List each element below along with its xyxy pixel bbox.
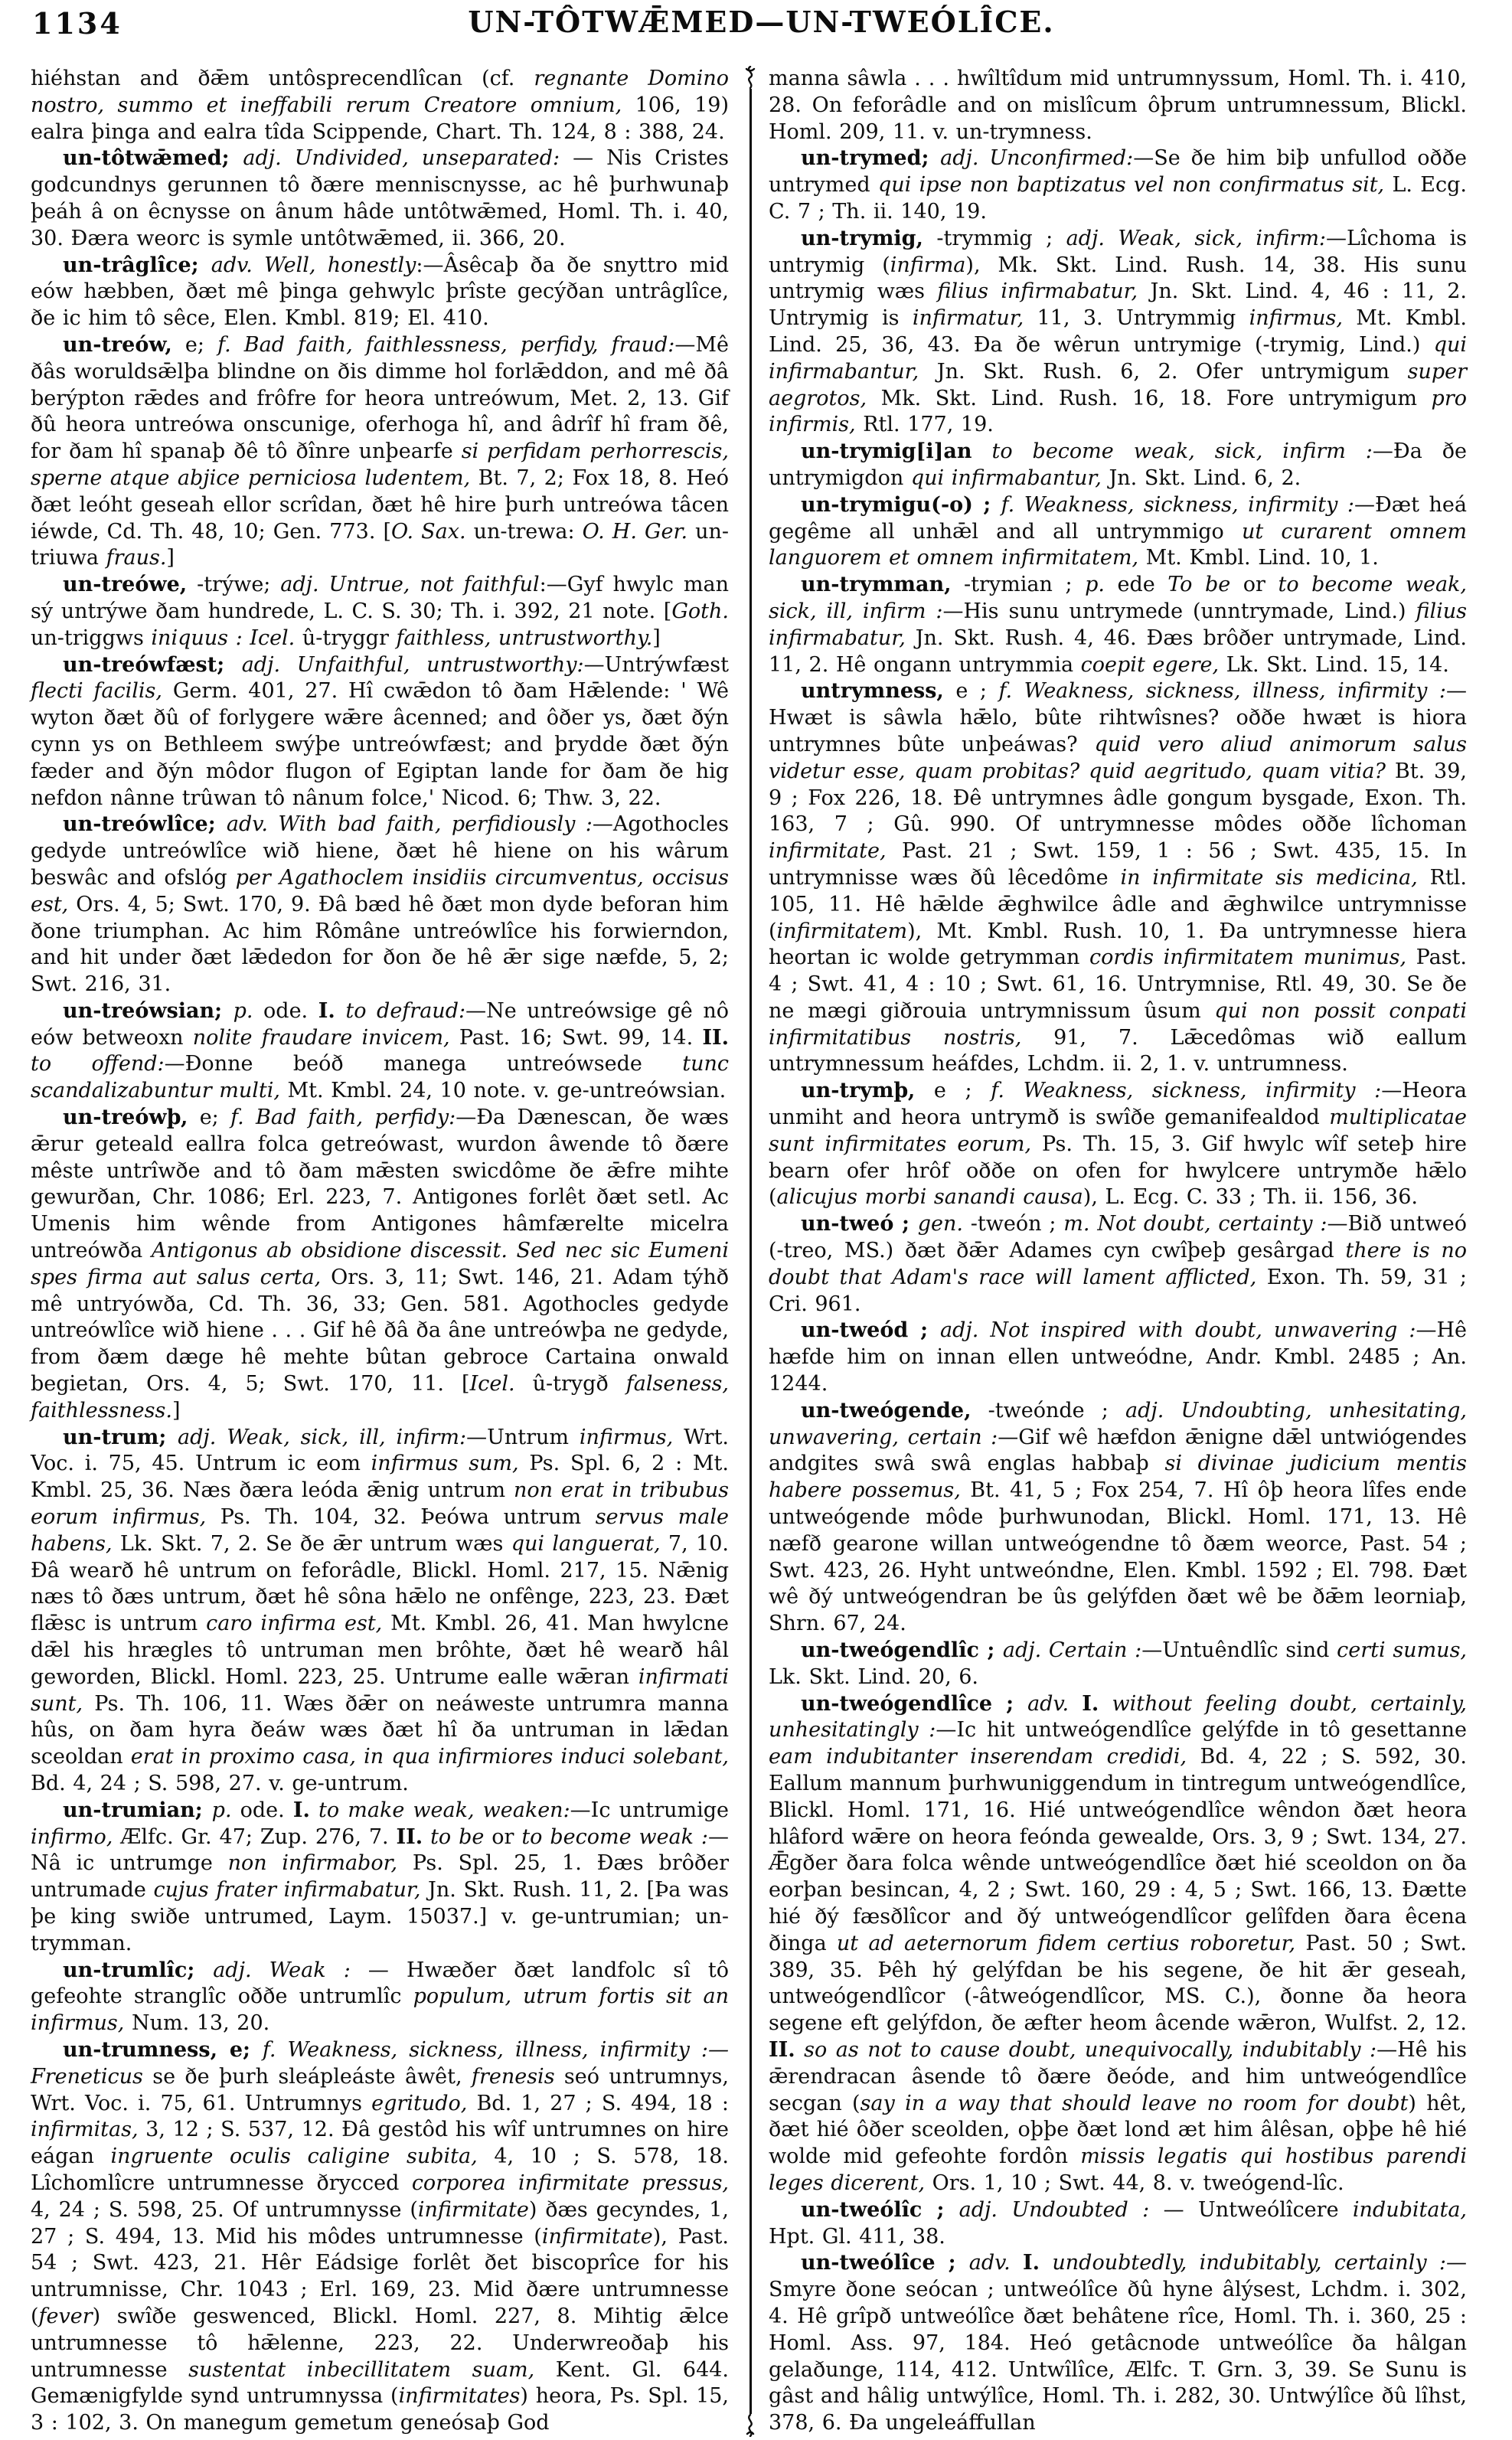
italic-text: adj. Weak, sick, ill, infirm: bbox=[178, 1425, 467, 1449]
plain-text: ] bbox=[166, 546, 175, 570]
italic-text: iniquus : bbox=[151, 626, 243, 650]
italic-text: populum, utrum fortis sit an infirmus, bbox=[31, 1984, 729, 2036]
italic-text: erat in proximo casa, in qua infirmiores induci solebant, bbox=[130, 1745, 729, 1769]
plain-text: Bd. 4, 22 ; S. 592, 30. Eallum mannum þurhwuniggendum in tintregum untweógendlîce, Blickl. Homl. 171, 16. Hié untweógendlîce wêndon ðæt heora hlâford wǣre on heora feónda gewealde, Ors. 3, 9 ; Swt. 134, 27. Ǣgðer ðara folca wênde untweógendlîce ðæt hié sceoldon on ða eorþan besincan, 4, 2 ; Swt. 160, 29 : 4, 5 ; Swt. 166, 13. Ðætte hié ðý fæsðlîcor and ðý untweógendlîcor gelîfden ðara êcena ðinga bbox=[769, 1745, 1467, 1955]
italic-text: p. bbox=[211, 1798, 232, 1822]
dictionary-entry bbox=[769, 1318, 1467, 1397]
plain-text: Ps. Th. 106, 11. Wæs ðǣr on neáweste untrumra manna hûs, on ðam hyra ðeáw wæs ðæt hî ða untruman in lǣdan sceoldan bbox=[31, 1691, 729, 1769]
page-number: 1134 bbox=[32, 6, 122, 41]
plain-text: Jn. Skt. Lind. 6, 2. bbox=[1101, 465, 1301, 490]
dictionary-entry bbox=[31, 1105, 729, 1425]
italic-text: so as not to cause doubt, unequivocally, indubitably : bbox=[804, 2037, 1377, 2062]
headword: un-tweó ; bbox=[801, 1212, 918, 1236]
italic-text: non infirmabor, bbox=[227, 1851, 398, 1876]
italic-text: Icel. bbox=[250, 626, 296, 650]
column-right bbox=[769, 66, 1467, 2437]
italic-text: cordis infirmitatem munimus, bbox=[1089, 946, 1407, 970]
headword: un-trumian; bbox=[63, 1798, 212, 1822]
plain-text: or bbox=[484, 1824, 522, 1849]
plain-text: Ors. 3, 11; Swt. 146, 21. Adam týhð mê untryówða, Cd. Th. 36, 33; Gen. 581. Agothocles gedyde untreówlîce wið hiene . . . Gif hê ðâ ða âne untreówþa ne gedyde, from ðæm dæge hê mehte bûtan gebroce Cartaina onwald begietan, Ors. 4, 5; Swt. 170, 11. [ bbox=[31, 1265, 729, 1396]
italic-text: m. Not doubt, certainty : bbox=[1063, 1212, 1327, 1236]
headword: un-trymman, bbox=[801, 573, 952, 597]
plain-text: Ps. Spl. 6, 2 : Mt. Kmbl. 25, 36. Næs ðæra leóda ǣnig untrum bbox=[31, 1452, 729, 1503]
dictionary-entry bbox=[31, 332, 729, 572]
italic-text: indubitata, bbox=[1352, 2197, 1467, 2222]
column-left bbox=[31, 66, 729, 2437]
plain-text: -tweónde ; bbox=[971, 1398, 1125, 1423]
plain-text: ode. bbox=[231, 1798, 293, 1822]
italic-text: f. Bad faith, faithlessness, perfidy, fraud: bbox=[217, 332, 675, 357]
headword: un-tweólîce ; bbox=[801, 2251, 969, 2275]
plain-text: 106, 19) ealra þinga and ealra tîda Scippende, Chart. Th. 124, 8 : 388, 24. bbox=[31, 93, 729, 144]
headword: un-tweólîc ; bbox=[801, 2197, 959, 2222]
italic-text: ut curarent omnem languorem et omnem infirmitatem, bbox=[769, 519, 1467, 570]
italic-text: infirmatur, bbox=[912, 306, 1024, 331]
dictionary-entry bbox=[769, 1638, 1467, 1691]
italic-text: qui non possit conpati infirmitatibus nostris, bbox=[769, 998, 1467, 1050]
text-columns bbox=[31, 66, 1492, 2437]
italic-text: to become weak, sick, ill, infirm : bbox=[769, 573, 1467, 623]
italic-text: infirmitatem bbox=[776, 919, 908, 943]
plain-text: Rtl. 105, 11. Hê hǣlde ǣghwilce âdle and ǣghwilce untrymnisse ( bbox=[769, 865, 1467, 943]
headword: untrymness, bbox=[801, 679, 944, 704]
italic-text: adj. Untrue, not faithful bbox=[280, 573, 540, 597]
plain-text: Num. 13, 20. bbox=[124, 2011, 270, 2036]
plain-text bbox=[243, 626, 250, 650]
italic-text: O. H. Ger. bbox=[582, 519, 688, 544]
italic-text: p. bbox=[233, 998, 253, 1023]
headword: un-trymed; bbox=[801, 146, 941, 171]
dictionary-entry bbox=[31, 253, 729, 332]
sense-numeral: I. bbox=[292, 1798, 310, 1822]
plain-text: — Hwæðer ðæt landfolc sî tô gefeohte stranglîc oððe untrumlîc bbox=[31, 1958, 729, 2009]
plain-text: —Gif wê hæfdon ǣnigne dǣl untwiógendes andgites swâ swâ englas habbaþ bbox=[769, 1425, 1468, 1476]
italic-text: infirmitates bbox=[398, 2384, 521, 2409]
italic-text: coepit egere, bbox=[1080, 652, 1220, 677]
plain-text: Ps. Th. 104, 32. Þeówa untrum bbox=[206, 1505, 596, 1530]
plain-text: —Agothocles gedyde untreówlîce wið hiene, ðæt hê hiene on his wârum beswâc and ofslóg bbox=[31, 812, 730, 890]
plain-text: —Mê ðâs woruldsǣlþa blindne on ðis dimme hol forlǣddon, and mê ðâ berýpton rǣdes and frôfre for heora untreówum, Met. 2, 13. Gif ðû heora untreówa onscunige, oferhoga hî, and âdrîf hî fram ðê, for ðam hî spanaþ ðê tô ðînre unþearfe bbox=[31, 332, 729, 464]
plain-text bbox=[795, 2038, 805, 2062]
plain-text: ) swîðe geswenced, Blickl. Homl. 227, 8. Mihtig ǣlce untrumnesse tô hǣlenne, 223, 22. Underwreoðaþ his untrumnesse bbox=[31, 2304, 729, 2382]
plain-text: ode. bbox=[253, 998, 318, 1023]
plain-text: ] bbox=[652, 626, 661, 650]
italic-text: adv. Well, honestly bbox=[211, 253, 416, 277]
italic-text: qui languerat, bbox=[511, 1531, 661, 1556]
plain-text: Kent. Gl. 644. Gemænigfylde synd untrumnyssa ( bbox=[31, 2357, 730, 2409]
plain-text bbox=[1040, 2251, 1052, 2275]
italic-text: super aegrotos, bbox=[769, 359, 1467, 410]
italic-text: qui ipse non baptizatus vel non confirmatus sit, bbox=[877, 173, 1385, 198]
headword: un-trymig[i]an bbox=[801, 439, 972, 464]
italic-text: eam indubitanter inserendam credidi, bbox=[769, 1745, 1187, 1769]
plain-text: Ors. 1, 10 ; Swt. 44, 8. v. tweógend-lîc. bbox=[925, 2171, 1344, 2195]
dictionary-entry bbox=[31, 1958, 729, 2037]
italic-text: cujus frater infirmabatur, bbox=[153, 1878, 421, 1903]
italic-text: corporea infirmitate pressus, bbox=[411, 2171, 730, 2195]
plain-text: ), Mt. Kmbl. Rush. 10, 1. Ða untrymnesse hiera heortan ic wolde getrymman bbox=[769, 919, 1467, 970]
italic-text: quid vero aliud animorum salus videtur esse, quam probitas? quid aegritudo, quam vitia? bbox=[769, 732, 1467, 783]
italic-text: missis legatis qui hostibus parendi leges dicerent, bbox=[769, 2144, 1467, 2195]
italic-text: Icel. bbox=[469, 1372, 515, 1396]
italic-text: to offend: bbox=[31, 1052, 165, 1076]
dictionary-entry bbox=[769, 2197, 1467, 2251]
dictionary-entry bbox=[769, 226, 1467, 439]
plain-text: —Hê his ǣrendracan âsende tô ðære ðeóde, and him untweógendlîce secgan ( bbox=[769, 2037, 1467, 2115]
plain-text: —Ða ðe untrymigdon bbox=[769, 439, 1467, 490]
headword: un-treówfæst; bbox=[63, 652, 242, 677]
italic-text: to make weak, weaken: bbox=[318, 1798, 570, 1822]
headword: un-treówe, bbox=[63, 573, 188, 597]
printers-mark-bottom-icon bbox=[741, 2414, 759, 2437]
plain-text bbox=[1069, 1692, 1082, 1716]
plain-text: Mt. Kmbl. Lind. 10, 1. bbox=[1138, 546, 1379, 570]
plain-text: ] bbox=[171, 1398, 181, 1423]
italic-text: qui infirmabantur, bbox=[910, 465, 1102, 490]
plain-text: hiéhstan and ðǣm untôsprecendlîcan (cf. bbox=[31, 67, 534, 90]
dictionary-entry bbox=[31, 1798, 729, 1958]
italic-text: adj. Unfaithful, untrustworthy: bbox=[241, 652, 584, 677]
italic-text: undoubtedly, indubitably, certainly : bbox=[1052, 2251, 1446, 2275]
plain-text: 4, 24 ; S. 598, 25. Of untrumnysse ( bbox=[31, 2197, 418, 2222]
italic-text: f. Bad faith, perfidy: bbox=[230, 1106, 456, 1130]
headword: un-trymigu(-o) ; bbox=[801, 492, 1001, 517]
plain-text: ede bbox=[1104, 573, 1168, 597]
headword: un-trumness, e; bbox=[63, 2037, 263, 2062]
italic-text: nolite fraudare invicem, bbox=[192, 1025, 450, 1050]
italic-text: f. Weakness, sickness, infirmity : bbox=[991, 1079, 1382, 1103]
italic-text: infirmitas, bbox=[31, 2118, 139, 2142]
plain-text: —Ðonne beóð manega untreówsede bbox=[164, 1052, 683, 1076]
headword: un-treówlîce; bbox=[63, 812, 227, 837]
italic-text: egritudo, bbox=[371, 2091, 468, 2115]
plain-text: Lk. Skt. Lind. 15, 14. bbox=[1219, 652, 1449, 677]
plain-text: —Untrýwfæst bbox=[583, 652, 729, 677]
italic-text: to become weak, sick, infirm : bbox=[991, 439, 1373, 464]
plain-text: Past. 50 ; Swt. 389, 35. Þêh hý gelýfdan be his segene, ðe hit ǣr geseah, untweógendlîcor (-âtweógendlîcor, MS. C.), ðonne ða heora segene eft gelýfdon, ðe æfter heom âcende wǣron, Wulfst. 2, 12. bbox=[769, 1931, 1467, 2036]
plain-text: Mk. Skt. Lind. Rush. 16, 18. Fore untrymigum bbox=[867, 386, 1432, 410]
italic-text: to be bbox=[430, 1824, 485, 1849]
headword: un-trum; bbox=[63, 1425, 178, 1449]
plain-text: — Untweólîcere bbox=[1149, 2197, 1353, 2222]
plain-text: ), Mk. Skt. Lind. Rush. 14, 38. His sunu untrymig wæs bbox=[769, 253, 1467, 304]
italic-text: qui infirmabantur, bbox=[769, 332, 1467, 384]
sense-numeral: I. bbox=[318, 998, 335, 1023]
italic-text: flecti facilis, bbox=[31, 679, 162, 704]
italic-text: adj. Undoubting, unhesitating, unwavering, certain : bbox=[769, 1398, 1467, 1449]
plain-text: —Ne untreówsige gê nô eów betweoxn bbox=[31, 998, 729, 1050]
italic-text: infirmus, bbox=[579, 1425, 674, 1449]
plain-text: —Bið untweó (-treo, MS.) ðæt ðǣr Adames cyn cwîþeþ gesârgad bbox=[769, 1212, 1467, 1263]
column-divider bbox=[741, 66, 759, 2437]
plain-text: —Hê hæfde him on innan ellen untweódne, Andr. Kmbl. 2485 ; An. 1244. bbox=[769, 1318, 1467, 1396]
italic-text: ingruente oculis caligine subita, bbox=[110, 2144, 478, 2169]
italic-text: infirmus sum, bbox=[371, 1452, 519, 1476]
plain-text: —Se ðe him biþ unfullod oððe untrymed bbox=[769, 146, 1467, 198]
plain-text: L. Ecg. C. 7 ; Th. ii. 140, 19. bbox=[769, 173, 1467, 224]
sense-numeral: II. bbox=[396, 1824, 423, 1849]
plain-text: Ælfc. Gr. 47; Zup. 276, 7. bbox=[113, 1824, 397, 1849]
italic-text: filius infirmabatur, bbox=[769, 599, 1468, 650]
plain-text: e ; bbox=[943, 679, 999, 704]
italic-text: f. Weakness, sickness, infirmity : bbox=[1001, 492, 1354, 517]
italic-text: fraus. bbox=[106, 546, 167, 570]
italic-text: f. Weakness, sickness, illness, infirmity : bbox=[998, 679, 1446, 704]
plain-text: seó untrumnys, Wrt. Voc. i. 75, 61. Untrumnys bbox=[31, 2064, 729, 2115]
plain-text: Ors. 4, 5; Swt. 170, 9. Ðâ bæd hê ðæt mon dyde beforan him ðone triumphan. Ac him Rômâne untreówlîce his forwierndon, and hit under ðæt lǣdedon for ðon ðe hê ǣr sige næfde, 5, 2; Swt. 216, 31. bbox=[31, 892, 729, 997]
italic-text: infirma bbox=[890, 253, 966, 277]
plain-text: -tweón ; bbox=[962, 1212, 1064, 1236]
italic-text: there is no doubt that Adam's race will lament afflicted, bbox=[769, 1239, 1467, 1289]
dictionary-entry bbox=[769, 439, 1467, 492]
plain-text: Jn. Skt. Rush. 11, 2. [Þa was þe king swiðe untrumed, Laym. 15037.] v. ge-untrumian; un-trymman. bbox=[31, 1878, 730, 1955]
dictionary-entry bbox=[31, 2037, 729, 2437]
italic-text: fever bbox=[38, 2304, 93, 2328]
italic-text: infirmo, bbox=[31, 1824, 113, 1849]
plain-text: -trýwe; bbox=[187, 573, 281, 597]
italic-text: frenesis bbox=[471, 2064, 555, 2089]
plain-text: Bt. 7, 2; Fox 18, 8. Heó ðæt leóht geseah ellor scrîdan, ðæt hê hire þurh untreówa tâcen iéwde, Cd. Th. 48, 10; Gen. 773. [ bbox=[31, 465, 729, 544]
plain-text: se ðe þurh sleápleáste âwêt, bbox=[142, 2064, 472, 2089]
plain-text: e ; bbox=[915, 1079, 991, 1103]
sense-numeral: I. bbox=[1023, 2251, 1040, 2275]
plain-text bbox=[972, 439, 992, 463]
plain-text: Mt. Kmbl. 24, 10 note. v. ge-untreówsian. bbox=[279, 1079, 727, 1103]
dictionary-entry bbox=[769, 572, 1467, 678]
headword: un-tweógendlîc ; bbox=[801, 1638, 1003, 1663]
plain-text bbox=[1099, 1692, 1112, 1716]
plain-text: manna sâwla . . . hwîltîdum mid untrumnyssum, Homl. Th. i. 410, 28. On feforâdle and on mislîcum ôþrum untrumnessum, Blickl. Homl. 209, 11. v. un-trymness. bbox=[769, 67, 1467, 144]
plain-text: Wrt. Voc. i. 75, 45. Untrum ic eom bbox=[31, 1425, 729, 1476]
headword: un-tweód ; bbox=[801, 1318, 940, 1343]
plain-text: —Hwæt is sâwla hǣlo, bûte rihtwîsnes? oððe hwæt is hiora untrymnes bûte unþeáwas? bbox=[769, 679, 1467, 756]
italic-text: infirmus, bbox=[1249, 306, 1343, 331]
headword: un-treówþ, bbox=[63, 1106, 188, 1130]
italic-text: non erat in tribubus eorum infirmus, bbox=[31, 1478, 729, 1530]
italic-text: Antigonus ab obsidione discessit. Sed nec sic Eumeni spes firma aut salus certa, bbox=[31, 1239, 729, 1289]
headword: un-trymig, bbox=[801, 226, 923, 250]
plain-text: 4, 10 ; S. 578, 18. Lîchomlîcre untrumnesse ðrycced bbox=[31, 2144, 729, 2195]
plain-text: un-triuwa bbox=[31, 519, 730, 570]
printers-mark-top-icon bbox=[741, 66, 759, 89]
italic-text: certi sumus, bbox=[1337, 1638, 1468, 1663]
plain-text: 7, 10. Ðâ wearð hê untrum on feforâdle, Blickl. Homl. 217, 15. Nǣnig næs tô ðæs untrum, ðæt hê sôna hǣlo ne onfênge, 223, 23. Ðæt flǣsc is untrum bbox=[31, 1531, 729, 1636]
plain-text: Mt. Kmbl. 26, 41. Man hwylcne dǣl his hrægles tô untruman men brôhte, ðæt hê wearð hâl geworden, Blickl. Homl. 223, 25. Untrume ealle wǣran bbox=[31, 1612, 729, 1689]
plain-text: —Heora unmiht and heora untrymð is swîðe gemanifealdod bbox=[769, 1079, 1468, 1130]
sense-numeral: II. bbox=[702, 1025, 729, 1050]
headword: un-trâglîce; bbox=[63, 253, 211, 277]
plain-text: ), Past. 54 ; Swt. 423, 21. Hêr Eádsige forlêt ðet biscoprîce for his untrumnisse, Chr. 1043 ; Erl. 169, 23. Mid ðære untrumnesse ( bbox=[31, 2224, 729, 2328]
plain-text: Past. 16; Swt. 99, 14. bbox=[449, 1025, 703, 1050]
italic-text: falseness, faithlessness. bbox=[31, 1372, 729, 1423]
italic-text: infirmati sunt, bbox=[31, 1664, 729, 1716]
plain-text: un-trewa: bbox=[465, 519, 583, 544]
dictionary-entry bbox=[31, 572, 729, 652]
italic-text: without feeling doubt, certainly, unhesitatingly : bbox=[769, 1691, 1467, 1743]
plain-text: —Untuêndlîc sind bbox=[1141, 1638, 1337, 1663]
plain-text bbox=[335, 999, 346, 1023]
dictionary-entry bbox=[31, 145, 729, 252]
headword: un-tôtwǣmed; bbox=[63, 146, 243, 171]
sense-numeral: II. bbox=[769, 2037, 795, 2062]
plain-text: Exon. Th. 59, 31 ; Cri. 961. bbox=[769, 1265, 1468, 1316]
plain-text: Ps. Th. 15, 3. Gif hwylc wîf seteþ hire bearn ofer hrôf oððe on ofen for hwylcere untrymðe hǣlo ( bbox=[769, 1132, 1467, 1210]
plain-text: —Ic hit untweógendlîce gelýfde in tô gesettanne bbox=[936, 1718, 1468, 1743]
dictionary-entry bbox=[769, 2250, 1467, 2437]
plain-text bbox=[1011, 2251, 1023, 2275]
dictionary-entry bbox=[31, 652, 729, 812]
plain-text: e; bbox=[188, 1106, 231, 1130]
headword: un-tweógendlîce ; bbox=[801, 1691, 1028, 1716]
continuation-paragraph bbox=[769, 66, 1467, 145]
page-title: UN-TÔTWǢMED—UN-TWEÓLÎCE. bbox=[468, 5, 1055, 39]
italic-text: caro infirma est, bbox=[206, 1612, 383, 1636]
italic-text: to become weak : bbox=[521, 1824, 709, 1849]
italic-text: ut ad aeternorum fidem certius roboretur, bbox=[836, 1931, 1296, 1955]
plain-text: Past. 21 ; Swt. 159, 1 : 56 ; Swt. 435, 15. In untrymnisse wæs ðû lêcedôme bbox=[769, 839, 1467, 890]
italic-text: adj. Weak, sick, infirm: bbox=[1066, 226, 1327, 250]
plain-text: Rtl. 177, 19. bbox=[855, 413, 994, 437]
plain-text: —Nâ ic untrumge bbox=[31, 1824, 730, 1876]
italic-text: servus male habens, bbox=[31, 1505, 729, 1556]
italic-text: in infirmitate sis medicina, bbox=[1120, 865, 1418, 890]
plain-text: û-trygð bbox=[514, 1372, 626, 1396]
italic-text: adv. bbox=[1027, 1691, 1070, 1716]
plain-text: -trymmig ; bbox=[923, 226, 1066, 250]
plain-text: :—Âsêcaþ ða ðe snyttro mid eów hæbben, ðæt mê þinga gehwylc þrîste gecýðan untrâglîce, ðe ic him tô sêce, Elen. Kmbl. 819; El. 410. bbox=[31, 253, 729, 331]
italic-text: adv. With bad faith, perfidiously : bbox=[226, 812, 593, 837]
italic-text: say in a way that should leave no room for doubt bbox=[860, 2091, 1409, 2115]
italic-text: faithless, untrustworthy. bbox=[396, 626, 653, 650]
headword: un-treów, bbox=[63, 332, 172, 357]
italic-text: regnante Domino nostro, summo et ineffabili rerum Creatore omnium, bbox=[31, 67, 729, 117]
plain-text: ), L. Ecg. C. 33 ; Th. ii. 156, 36. bbox=[1083, 1185, 1418, 1210]
plain-text: Jn. Skt. Lind. 4, 46 : 11, 2. Untrymig is bbox=[769, 279, 1468, 331]
italic-text: f. Weakness, sickness, illness, infirmity :—Freneticus bbox=[31, 2037, 729, 2089]
plain-text: un-triggws bbox=[31, 626, 152, 650]
italic-text: infirmitate bbox=[541, 2224, 653, 2249]
plain-text: :—Gyf hwylc man sý untrýwe ðam hundrede, L. C. S. 30; Th. i. 392, 21 note. [ bbox=[31, 573, 729, 623]
headword: un-trymþ, bbox=[801, 1079, 916, 1103]
italic-text: adj. Undoubted : bbox=[958, 2197, 1150, 2222]
plain-text: — Nis Cristes godcundnys gerunnen tô ðære menniscnysse, ac hê þurhwunaþ þeáh â on êcnysse on ânum hâde untôtwǣmed, Homl. Th. i. 40, 30. Ðæra weorc is symle untôtwǣmed, ii. 366, 20. bbox=[31, 146, 730, 250]
italic-text: filius infirmabatur, bbox=[937, 279, 1138, 304]
italic-text: alicujus morbi sanandi causa bbox=[776, 1185, 1083, 1210]
headword: un-trumlîc; bbox=[63, 1958, 214, 1982]
italic-text: adj. Not inspired with doubt, unwavering : bbox=[939, 1318, 1416, 1343]
italic-text: adj. Undivided, unseparated: bbox=[243, 146, 560, 171]
plain-text: 3, 12 ; S. 537, 12. Ðâ gestôd his wîf untrumnes on hire eágan bbox=[31, 2118, 729, 2169]
italic-text: Goth. bbox=[671, 599, 729, 623]
italic-text: adj. Certain : bbox=[1002, 1638, 1142, 1663]
plain-text: —Smyre ðone seócan ; untweólîce ðû hyne âlýsest, Lchdm. i. 302, 4. Hê grîpð untweólîce ðæt behâtene rîce, Homl. Th. i. 360, 25 : Homl. Ass. 97, 184. Heó getâcnode untweólîce ða hâlgan gelaðunge, 114, 412. Untwîlîce, Ælfc. T. Grn. 3, 39. Se Sunu is gâst and hâlig untwýlîce, Homl. Th. i. 282, 30. Untwýlîce ðû lîhst, 378, 6. Ða ungeleáffullan bbox=[769, 2251, 1467, 2435]
plain-text: Lk. Skt. 7, 2. Se ðe ǣr untrum wæs bbox=[112, 1531, 511, 1556]
plain-text: —Ic untrumige bbox=[570, 1798, 729, 1822]
dictionary-entry bbox=[769, 1691, 1467, 2197]
plain-text: 11, 3. Untrymmig bbox=[1024, 306, 1249, 331]
plain-text bbox=[423, 1825, 430, 1849]
plain-text: Bd. 1, 27 ; S. 494, 18 : bbox=[467, 2091, 729, 2115]
plain-text: Bt. 41, 5 ; Fox 254, 7. Hî ôþ heora lîfes ende untweógende môde þurhwunodan, Blickl. Homl. 171, 13. Hê næfð gearone willan untweógendne tô ðæm weorce, Past. 54 ; Swt. 423, 26. Hyht untweóndne, Elen. Kmbl. 1592 ; El. 798. Ðæt wê ðý untweógendran be ûs gelýfden ðæt wê be ðǣm leorniaþ, Shrn. 67, 24. bbox=[769, 1478, 1467, 1636]
plain-text: ) ðæs gecyndes, 1, 27 ; S. 494, 13. Mid his môdes untrumnesse ( bbox=[31, 2197, 729, 2249]
plain-text: e; bbox=[171, 332, 218, 357]
divider-rule bbox=[749, 89, 752, 2414]
italic-text: gen. bbox=[917, 1212, 963, 1236]
plain-text: Ps. Spl. 25, 1. Ðæs brôðer untrumade bbox=[31, 1851, 729, 1903]
plain-text: —Ðæt heá gegême all unhǣl and all untrymmigo bbox=[769, 492, 1467, 544]
plain-text: 91, 7. Lǣcedômas wið eallum untrymnessum heáfdes, Lchdm. ii. 2, 1. v. untrumness. bbox=[769, 1025, 1467, 1076]
italic-text: si perfidam perhorrescis, sperne atque abjice perniciosa ludentem, bbox=[31, 439, 729, 490]
italic-text: adj. Unconfirmed: bbox=[940, 146, 1134, 171]
plain-text bbox=[310, 1798, 318, 1822]
italic-text: to defraud: bbox=[345, 998, 466, 1023]
dictionary-entry bbox=[31, 1425, 729, 1798]
plain-text: Past. 4 ; Swt. 41, 4 : 10 ; Swt. 61, 16. Untrymnise, Rtl. 49, 30. Se ðe ne mægi giðrouia untrymnissum ûsum bbox=[769, 946, 1467, 1023]
italic-text: infirmitate bbox=[417, 2197, 529, 2222]
plain-text: Bd. 4, 24 ; S. 598, 27. v. ge-untrum. bbox=[31, 1772, 409, 1795]
plain-text: ) hêt, ðæt hié ôðer sceolden, oþþe ðæt lond æt him âlêsan, oþþe hê hié wolde mid gefeohte fordôn bbox=[769, 2091, 1467, 2169]
italic-text: adv. bbox=[968, 2251, 1011, 2275]
italic-text: To be bbox=[1167, 573, 1231, 597]
plain-text: Jn. Skt. Rush. 6, 2. Ofer untrymigum bbox=[919, 359, 1408, 384]
dictionary-entry bbox=[769, 145, 1467, 225]
plain-text: ) heora, Ps. Spl. 15, 3 : 102, 3. On manegum gemetum geneósaþ God bbox=[31, 2384, 730, 2435]
headword: un-tweógende, bbox=[801, 1398, 972, 1423]
dictionary-entry bbox=[769, 1398, 1467, 1638]
italic-text: sustentat inbecillitatem suam, bbox=[188, 2357, 535, 2382]
continuation-paragraph bbox=[31, 66, 729, 145]
italic-text: adj. Weak : bbox=[213, 1958, 351, 1982]
headword: un-treówsian; bbox=[63, 998, 233, 1023]
italic-text: multiplicatae sunt infirmitates eorum, bbox=[769, 1106, 1467, 1156]
italic-text: p. bbox=[1085, 573, 1105, 597]
plain-text: Mt. Kmbl. Lind. 25, 36, 43. Ða ðe wêrun untrymige (-trymig, Lind.) bbox=[769, 306, 1467, 357]
italic-text: si divinae judicium mentis habere possemus, bbox=[769, 1452, 1467, 1503]
italic-text: tunc scandalizabuntur multi, bbox=[31, 1052, 729, 1103]
dictionary-entry bbox=[31, 998, 729, 1105]
dictionary-entry bbox=[769, 1078, 1467, 1211]
dictionary-entry bbox=[769, 1211, 1467, 1318]
sense-numeral: I. bbox=[1082, 1691, 1099, 1716]
dictionary-entry bbox=[769, 678, 1467, 1078]
italic-text: per Agathoclem insidiis circumventus, occisus est, bbox=[31, 865, 730, 916]
plain-text: —Ða Dænescan, ðe wæs ǣrur geteald eallra folca getreówast, wurdon âwende tô ðære mêste untrîwðe and tô ðam mǣsten swicdôme ðe ǣfre mihte gewurðan, Chr. 1086; Erl. 223, 7. Antigones forlêt ðæt setl. Ac Umenis him wênde from Antigones hâmfærelte micelra untreówða bbox=[31, 1106, 729, 1263]
dictionary-entry bbox=[769, 492, 1467, 572]
plain-text: —Lîchoma is untrymig ( bbox=[769, 226, 1467, 277]
italic-text: infirmitate, bbox=[769, 839, 887, 864]
plain-text: —His sunu untrymede (unntrymade, Lind.) bbox=[942, 599, 1416, 623]
page-header bbox=[31, 5, 1492, 55]
dictionary-entry bbox=[31, 812, 729, 998]
plain-text: û-tryggr bbox=[295, 626, 397, 650]
italic-text: pro infirmis, bbox=[769, 386, 1467, 437]
plain-text: or bbox=[1230, 573, 1279, 597]
plain-text: Jn. Skt. Rush. 4, 46. Ðæs brôðer untrymade, Lind. 11, 2. Hê ongann untrymmia bbox=[769, 626, 1467, 677]
plain-text: -trymian ; bbox=[951, 573, 1086, 597]
italic-text: O. Sax. bbox=[390, 519, 466, 544]
plain-text: Lk. Skt. Lind. 20, 6. bbox=[769, 1664, 979, 1689]
plain-text: Bt. 39, 9 ; Fox 226, 18. Ðê untrymnes âdle gongum bysgade, Exon. Th. 163, 7 ; Gû. 990. Of untrymnesse môdes oððe lîchoman bbox=[769, 759, 1467, 837]
plain-text: —Untrum bbox=[466, 1425, 580, 1449]
plain-text: Germ. 401, 27. Hî cwǣdon tô ðam Hǣlende: ' Wê wyton ðæt ðû of forlygere wǣre âcenned; and ôðer ys, ðæt ðýn cynn ys on Bethleem swýþe untreówfæst; and þrydde ðæt ðýn fæder and ðýn môdor flugon of Egiptan lande for ðam ðe hig nefdon nânne trûwan tô nânum folce,' Nicod. 6; Thw. 3, 22. bbox=[31, 679, 729, 810]
plain-text: Hpt. Gl. 411, 38. bbox=[769, 2224, 945, 2249]
